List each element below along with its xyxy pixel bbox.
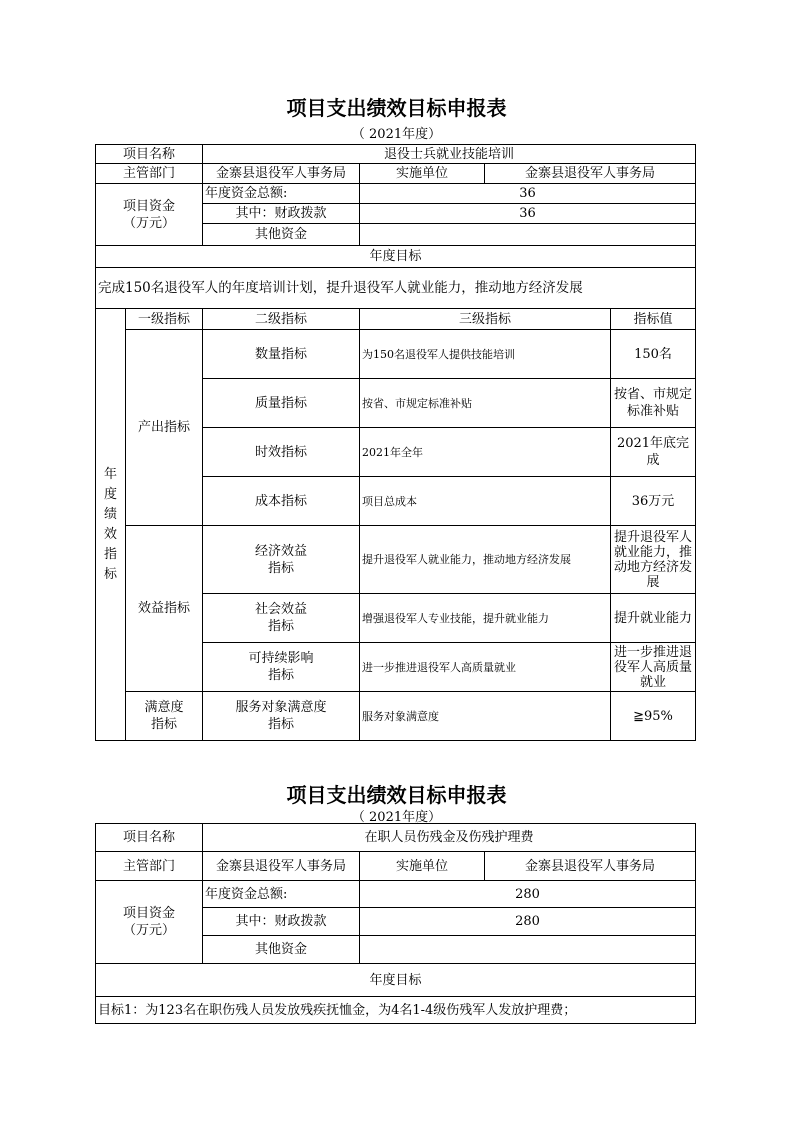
- project-name-value: 退役士兵就业技能培训: [203, 145, 696, 164]
- funds-label: 项目资金 （万元）: [96, 881, 203, 964]
- funds-other-value: [360, 224, 696, 246]
- funds-label: 项目资金 （万元）: [96, 184, 203, 246]
- level3-cell: 项目总成本: [360, 477, 611, 526]
- value-cell: 2021年底完成: [611, 428, 696, 477]
- annual-goal-label: 年度目标: [96, 246, 696, 268]
- value-cell: 提升就业能力: [611, 594, 696, 643]
- level3-cell: 按省、市规定标准补贴: [360, 379, 611, 428]
- level2-cell: 质量指标: [203, 379, 360, 428]
- impl-unit-label: 实施单位: [360, 164, 485, 184]
- table2-row-funds-total: [96, 881, 696, 908]
- table2-row-annual-goal-text: [96, 997, 696, 1024]
- annual-indicators-label: 年 度 绩 效 指 标: [96, 309, 126, 741]
- level2-cell: 可持续影响 指标: [203, 643, 360, 692]
- level3-cell: 提升退役军人就业能力，推动地方经济发展: [360, 526, 611, 594]
- table2-row-project-name: [96, 824, 696, 852]
- funds-fiscal-label: 其中：财政拨款: [203, 908, 360, 936]
- impl-unit-value: 金寨县退役军人事务局: [485, 164, 696, 184]
- funds-other-value: [360, 936, 696, 964]
- funds-total-value: 280: [360, 881, 696, 908]
- level3-cell: 增强退役军人专业技能，提升就业能力: [360, 594, 611, 643]
- value-cell: 150名: [611, 330, 696, 379]
- dept-value: 金寨县退役军人事务局: [203, 164, 360, 184]
- level3-cell: 2021年全年: [360, 428, 611, 477]
- funds-total-value: 36: [360, 184, 696, 204]
- value-cell: 36万元: [611, 477, 696, 526]
- annual-goal-text: 完成150名退役军人的年度培训计划，提升退役军人就业能力，推动地方经济发展: [96, 268, 696, 309]
- level3-cell: 进一步推进退役军人高质量就业: [360, 643, 611, 692]
- project-name-value: 在职人员伤残金及伤残护理费: [203, 824, 696, 852]
- value-cell: 提升退役军人 就业能力，推 动地方经济发 展: [611, 526, 696, 594]
- level2-cell: 经济效益 指标: [203, 526, 360, 594]
- annual-goal-label: 年度目标: [96, 964, 696, 997]
- table1: [95, 144, 696, 741]
- funds-fiscal-value: 280: [360, 908, 696, 936]
- funds-fiscal-label: 其中：财政拨款: [203, 204, 360, 224]
- table1-row-funds-total: [96, 184, 696, 204]
- value-cell: 按省、市规定 标准补贴: [611, 379, 696, 428]
- satisfaction-indicator-label: 满意度 指标: [126, 692, 203, 741]
- impl-unit-value: 金寨县退役军人事务局: [485, 852, 696, 881]
- project-name-label: 项目名称: [96, 824, 203, 852]
- table1-row-indicator-header: [96, 309, 696, 330]
- dept-value: 金寨县退役军人事务局: [203, 852, 360, 881]
- funds-other-label: 其他资金: [203, 936, 360, 964]
- level2-cell: 时效指标: [203, 428, 360, 477]
- table-row: [96, 330, 696, 379]
- table2: [95, 823, 696, 1024]
- table-row: [96, 526, 696, 594]
- funds-total-label: 年度资金总额:: [203, 881, 360, 908]
- output-indicator-label: 产出指标: [126, 330, 203, 526]
- dept-label: 主管部门: [96, 852, 203, 881]
- project-name-label: 项目名称: [96, 145, 203, 164]
- level2-cell: 成本指标: [203, 477, 360, 526]
- header-level1: 一级指标: [126, 309, 203, 330]
- funds-other-label: 其他资金: [203, 224, 360, 246]
- level2-cell: 服务对象满意度 指标: [203, 692, 360, 741]
- table1-row-annual-goal-header: [96, 246, 696, 268]
- value-cell: 进一步推进退 役军人高质量 就业: [611, 643, 696, 692]
- annual-goal-text: 目标1：为123名在职伤残人员发放残疾抚恤金，为4名1-4级伤残军人发放护理费；: [96, 997, 696, 1024]
- level2-cell: 数量指标: [203, 330, 360, 379]
- table1-row-project-name: [96, 145, 696, 164]
- header-level3: 三级指标: [360, 309, 611, 330]
- table1-row-dept: [96, 164, 696, 184]
- header-level2: 二级指标: [203, 309, 360, 330]
- level3-cell: 服务对象满意度: [360, 692, 611, 741]
- level3-cell: 为150名退役军人提供技能培训: [360, 330, 611, 379]
- table1-year: （ 2021年度）: [351, 127, 442, 142]
- benefit-indicator-label: 效益指标: [126, 526, 203, 692]
- table1-title: 项目支出绩效目标申报表: [286, 96, 507, 120]
- funds-total-label: 年度资金总额:: [203, 184, 360, 204]
- table2-row-dept: [96, 852, 696, 881]
- table2-row-annual-goal-header: [96, 964, 696, 997]
- value-cell: ≧95%: [611, 692, 696, 741]
- funds-fiscal-value: 36: [360, 204, 696, 224]
- impl-unit-label: 实施单位: [360, 852, 485, 881]
- dept-label: 主管部门: [96, 164, 203, 184]
- table2-title: 项目支出绩效目标申报表: [286, 783, 507, 807]
- table2-year: （ 2021年度）: [351, 810, 442, 825]
- header-value: 指标值: [611, 309, 696, 330]
- level2-cell: 社会效益 指标: [203, 594, 360, 643]
- table1-row-annual-goal-text: [96, 268, 696, 309]
- table-row: [96, 692, 696, 741]
